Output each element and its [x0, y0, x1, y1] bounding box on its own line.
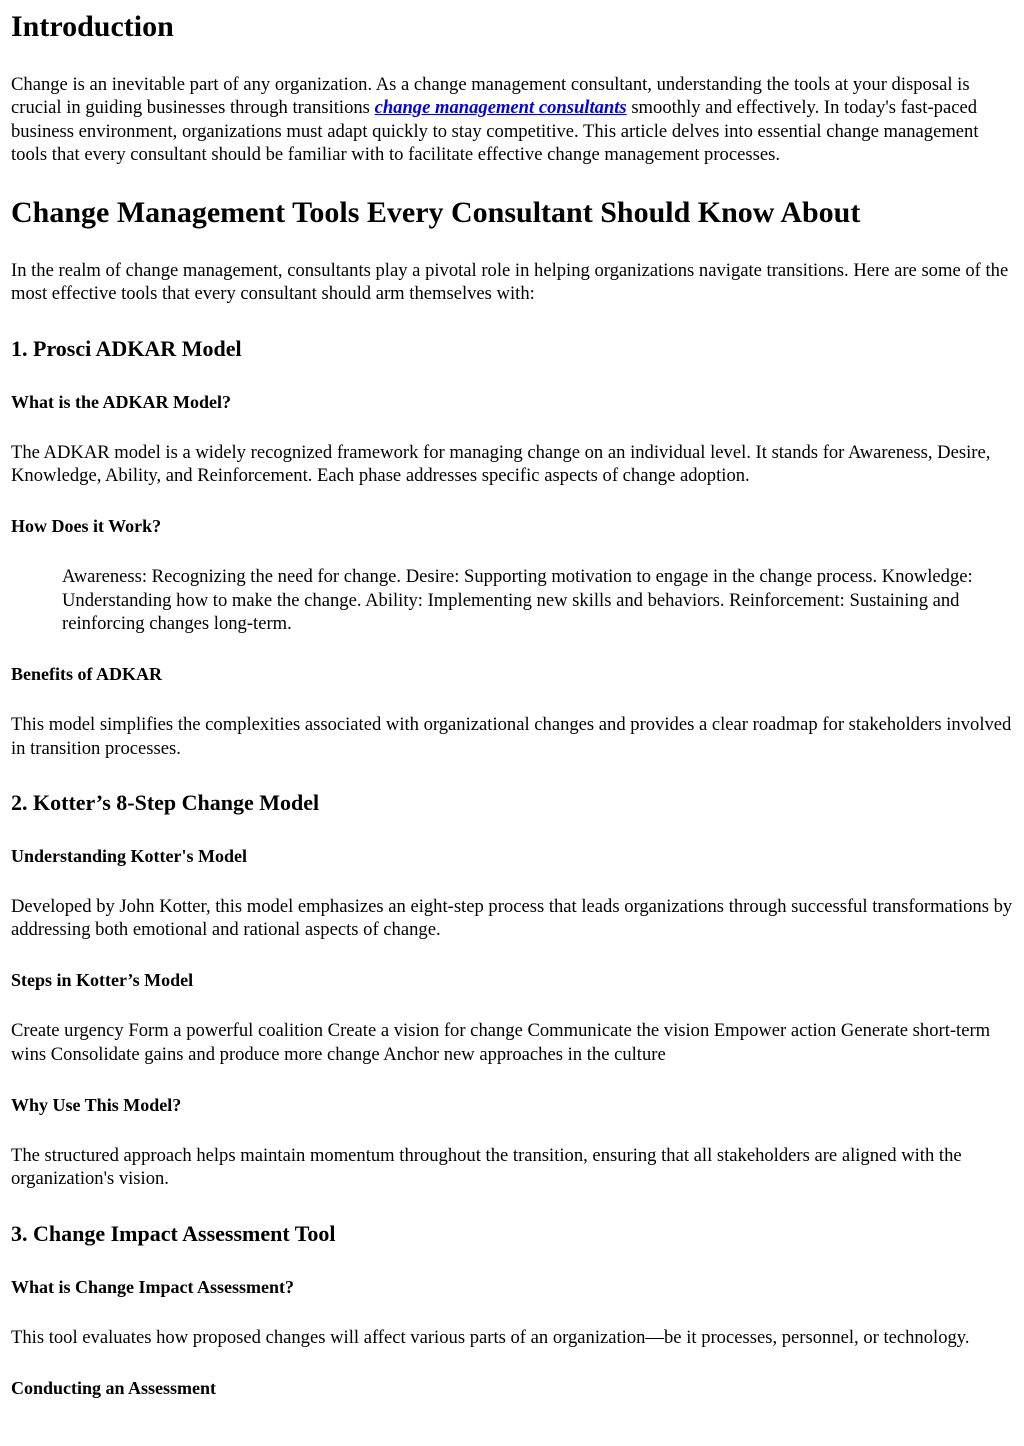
section-1-subheading-how: How Does it Work? — [11, 516, 162, 537]
section-2-heading: 2. Kotter’s 8-Step Change Model — [11, 789, 320, 815]
section-2-paragraph-understanding: Developed by John Kotter, this model emphasizes an eight-step process that leads organizations through successful transformations by addressing both emotional and rational aspects of change. — [11, 895, 1013, 941]
change-management-consultants-link[interactable]: change management consultants — [374, 97, 627, 119]
intro-text-before-link: Change is an inevitable part of any organization. As a change management consultant, understanding the tools at your disposal is crucial in guiding businesses through transitions — [11, 74, 970, 119]
section-2-paragraph-steps: Create urgency Form a powerful coalition Create a vision for change Communicate the vision Empower action Generate short-term wins Consolidate gains and produce more change Anchor new approaches in the culture — [11, 1020, 991, 1065]
section-1-paragraph-benefits: This model simplifies the complexities associated with organizational changes and provides a clear roadmap for stakeholders involved in transition processes. — [11, 714, 1012, 759]
section-2-subheading-why: Why Use This Model? — [11, 1095, 182, 1116]
section-3-subheading-what: What is Change Impact Assessment? — [11, 1276, 295, 1297]
intro-heading: Introduction — [11, 10, 174, 43]
section-2-subheading-understanding: Understanding Kotter's Model — [11, 845, 247, 866]
main-paragraph: In the realm of change management, consultants play a pivotal role in helping organizations navigate transitions. Here are some of the most effective tools that every consultant should arm themselves with: — [11, 260, 1009, 305]
section-3-subheading-conducting: Conducting an Assessment — [11, 1377, 217, 1398]
section-1-subheading-what: What is the ADKAR Model? — [11, 391, 231, 412]
section-2-subheading-steps: Steps in Kotter’s Model — [11, 970, 194, 991]
section-3-paragraph-what: This tool evaluates how proposed changes will affect various parts of an organization—be it processes, personnel, or technology. — [11, 1326, 970, 1348]
section-1-paragraph-how: Awareness: Recognizing the need for change. Desire: Supporting motivation to engage in the change process. Knowledge: Understanding how to make the change. Ability: Implementing new skills and behaviors. Reinforcement: Sustaining and reinforcing changes long-term. — [62, 566, 973, 634]
section-2-paragraph-why: The structured approach helps maintain momentum throughout the transition, ensuring that all stakeholders are aligned with the organization's vision. — [11, 1145, 962, 1190]
section-1-paragraph-what: The ADKAR model is a widely recognized framework for managing change on an individual level. It stands for Awareness, Desire, Knowledge, Ability, and Reinforcement. Each phase addresses specific aspects of change adoption. — [11, 441, 991, 487]
intro-paragraph — [11, 73, 1013, 166]
main-heading: Change Management Tools Every Consultant Should Know About — [11, 196, 861, 230]
section-1-subheading-benefits: Benefits of ADKAR — [11, 664, 162, 685]
intro-text-after-link: smoothly and effectively. In today's fast-paced business environment, organizations must adapt quickly to stay competitive. This article delves into essential change management tools that every consultant should be familiar with to facilitate effective change management processes. — [11, 97, 979, 165]
section-1-heading: 1. Prosci ADKAR Model — [11, 335, 242, 361]
section-3-heading: 3. Change Impact Assessment Tool — [11, 1220, 336, 1246]
